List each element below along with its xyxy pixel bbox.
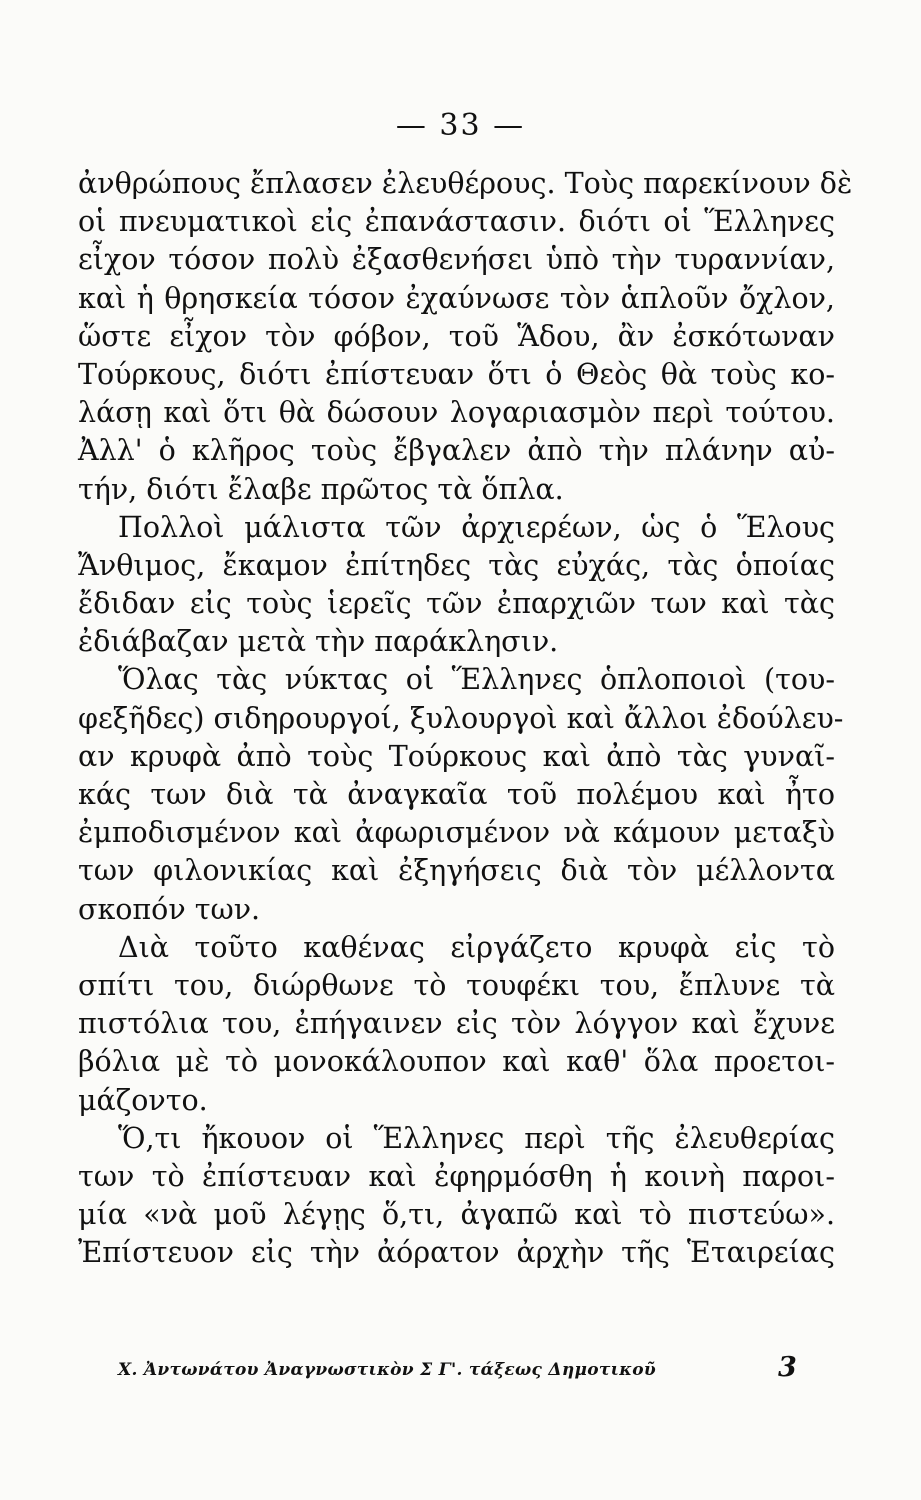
footer-credit: Χ. Ἀντωνάτου Ἀναγνωστικὸν Σ Γ'. τάξεως Δημοτικοῦ (118, 1360, 656, 1380)
text-line: πιστόλια του, ἐπήγαινεν εἰς τὸν λόγγον καὶ ἔχυνε (78, 1007, 835, 1041)
text-line: μία «νὰ μοῦ λέγῃς ὅ,τι, ἀγαπῶ καὶ τὸ πιστεύω». (78, 1198, 835, 1232)
text-line: σπίτι του, διώρθωνε τὸ τουφέκι του, ἔπλυνε τὰ (78, 968, 835, 1002)
text-line: ἐμποδισμένον καὶ ἀφωρισμένον νὰ κάμουν μεταξὺ (78, 816, 835, 850)
text-line: βόλια μὲ τὸ μονοκάλουπον καὶ καθ' ὅλα προετοι- (78, 1045, 835, 1079)
text-line: Ὅ,τι ἤκουον οἱ Ἕλληνες περὶ τῆς ἐλευθερίας (118, 1121, 835, 1155)
text-line: ἐδιάβαζαν μετὰ τὴν παράκλησιν. (78, 625, 559, 659)
text-line: ἔδιδαν εἰς τοὺς ἱερεῖς τῶν ἐπαρχιῶν των καὶ τὰς (78, 587, 835, 621)
text-line: αν κρυφὰ ἀπὸ τοὺς Τούρκους καὶ ἀπὸ τὰς γυναῖ- (78, 739, 835, 773)
text-line: ὥστε εἶχον τὸν φόβον, τοῦ Ἅδου, ἂν ἐσκότωναν (78, 319, 835, 353)
text-line: Ἀλλ' ὁ κλῆρος τοὺς ἔβγαλεν ἀπὸ τὴν πλάνην αὐ- (78, 434, 835, 468)
page-number: — 33 — (395, 108, 526, 143)
text-line: Πολλοὶ μάλιστα τῶν ἀρχιερέων, ὡς ὁ Ἕλους (118, 510, 835, 544)
text-line: εἶχον τόσον πολὺ ἐξασθενήσει ὑπὸ τὴν τυραννίαν, (78, 243, 835, 277)
text-line: μάζοντο. (78, 1083, 208, 1117)
text-line: Ἐπίστευον εἰς τὴν ἀόρατον ἀρχὴν τῆς Ἑταιρείας (78, 1236, 835, 1270)
text-line: τήν, διότι ἔλαβε πρῶτος τὰ ὅπλα. (78, 472, 564, 506)
text-line: Ἄνθιμος, ἔκαμον ἐπίτηδες τὰς εὐχάς, τὰς ὁποίας (78, 548, 835, 582)
text-line: λάσῃ καὶ ὅτι θὰ δώσουν λογαριασμὸν περὶ τούτου. (78, 396, 835, 430)
text-line: φεξῆδες) σιδηρουργοί, ξυλουργοὶ καὶ ἄλλοι ἐδούλευ- (78, 701, 844, 735)
text-line: ἀνθρώπους ἔπλασεν ἐλευθέρους. Τοὺς παρεκίνουν δὲ (78, 167, 853, 200)
text-line: καὶ ἡ θρησκεία τόσον ἐχαύνωσε τὸν ἁπλοῦν ὄχλον, (78, 281, 835, 315)
text-line: οἱ πνευματικοὶ εἰς ἐπανάστασιν. διότι οἱ Ἕλληνες (78, 205, 835, 239)
text-line: κάς των διὰ τὰ ἀναγκαῖα τοῦ πολέμου καὶ ἦτο (78, 778, 835, 811)
text-line: Τούρκους, διότι ἐπίστευαν ὅτι ὁ Θεὸς θὰ τοὺς κο- (78, 357, 835, 391)
signature-mark: 3 (778, 1352, 797, 1383)
text-line: των τὸ ἐπίστευαν καὶ ἐφηρμόσθη ἡ κοινὴ παροι- (78, 1159, 835, 1193)
text-line: των φιλονικίας καὶ ἐξηγήσεις διὰ τὸν μέλλοντα (78, 854, 835, 888)
text-line: σκοπόν των. (78, 892, 261, 926)
text-line: Διὰ τοῦτο καθένας εἰργάζετο κρυφὰ εἰς τὸ (118, 930, 835, 964)
text-line: Ὅλας τὰς νύκτας οἱ Ἕλληνες ὁπλοποιοὶ (του- (118, 663, 835, 697)
body-text (78, 165, 853, 1272)
